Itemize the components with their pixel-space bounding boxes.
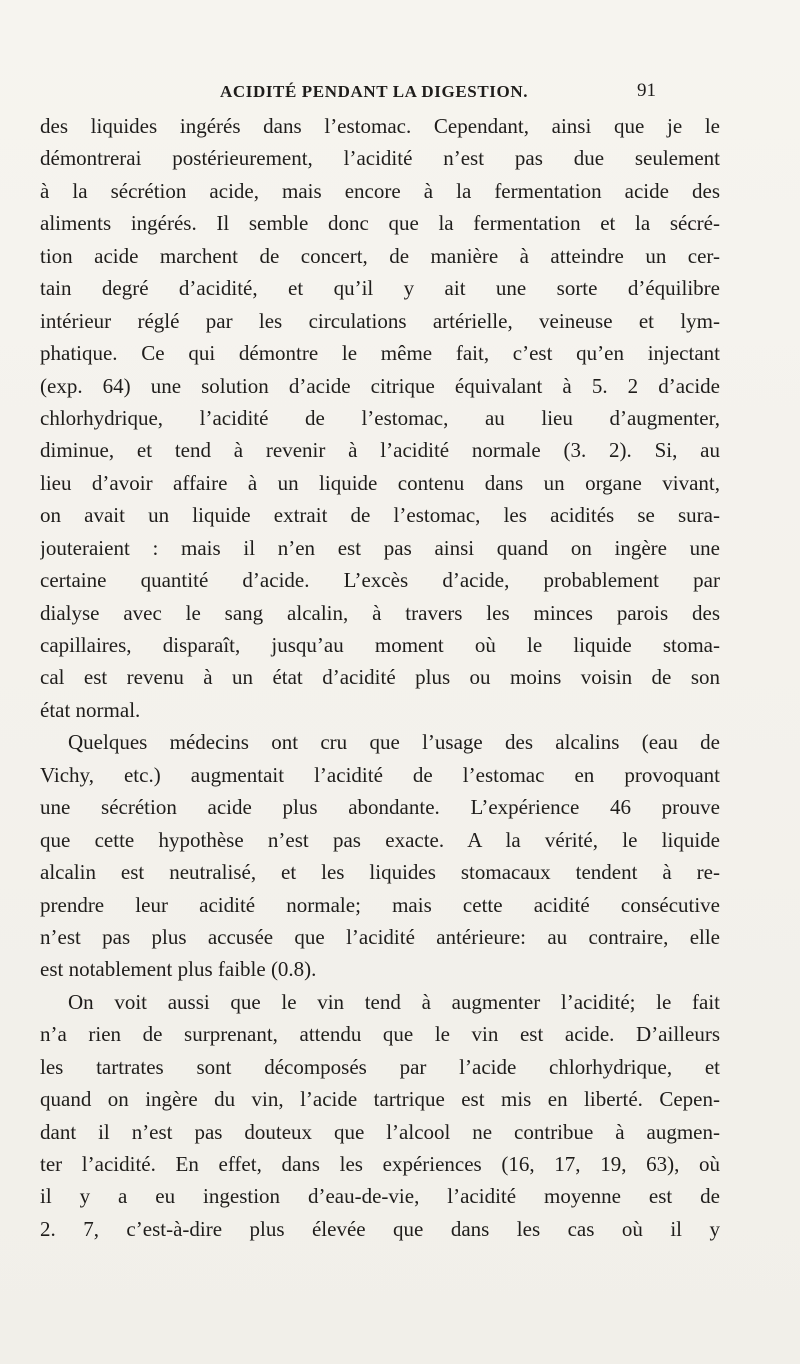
text-line: à la sécrétion acide, mais encore à la fermentation acide des bbox=[40, 178, 720, 203]
text-line: jouteraient : mais il n’en est pas ainsi quand on ingère une bbox=[40, 535, 720, 560]
text-line: chlorhydrique, l’acidité de l’estomac, au lieu d’augmenter, bbox=[40, 405, 720, 430]
text-line: aliments ingérés. Il semble donc que la fermentation et la sécré- bbox=[40, 211, 720, 236]
text-line: 2. 7, c’est-à-dire plus élevée que dans les cas où il y bbox=[40, 1216, 720, 1241]
text-line: lieu d’avoir affaire à un liquide contenu dans un organe vivant, bbox=[40, 470, 720, 495]
text-line: on avait un liquide extrait de l’estomac, les acidités se sura- bbox=[40, 503, 720, 528]
text-line: quand on ingère du vin, l’acide tartrique est mis en liberté. Cepen- bbox=[40, 1087, 720, 1112]
text-line: tion acide marchent de concert, de manière à atteindre un cer- bbox=[40, 243, 720, 268]
text-line: ter l’acidité. En effet, dans les expériences (16, 17, 19, 63), où bbox=[40, 1152, 720, 1176]
text-line: On voit aussi que le vin tend à augmenter l’acidité; le fait bbox=[68, 989, 720, 1014]
text-line: il y a eu ingestion d’eau-de-vie, l’acidité moyenne est de bbox=[40, 1184, 720, 1209]
text-line: les tartrates sont décomposés par l’acide chlorhydrique, et bbox=[40, 1054, 720, 1079]
text-line: prendre leur acidité normale; mais cette acidité consécutive bbox=[40, 892, 720, 917]
text-line: n’est pas plus accusée que l’acidité antérieure: au contraire, elle bbox=[40, 924, 720, 949]
text-line: cal est revenu à un état d’acidité plus ou moins voisin de son bbox=[40, 665, 720, 690]
text-line: dialyse avec le sang alcalin, à travers les minces parois des bbox=[40, 600, 720, 625]
text-line: dant il n’est pas douteux que l’alcool ne contribue à augmen- bbox=[40, 1119, 720, 1144]
text-line: des liquides ingérés dans l’estomac. Cependant, ainsi que je le bbox=[40, 114, 720, 138]
text-line: état normal. bbox=[40, 697, 141, 722]
text-line: diminue, et tend à revenir à l’acidité normale (3. 2). Si, au bbox=[40, 438, 720, 463]
text-line: (exp. 64) une solution d’acide citrique équivalant à 5. 2 d’acide bbox=[40, 373, 720, 398]
text-line: une sécrétion acide plus abondante. L’expérience 46 prouve bbox=[40, 795, 720, 820]
text-line: est notablement plus faible (0.8). bbox=[40, 957, 317, 982]
text-line: démontrerai postérieurement, l’acidité n’est pas due seulement bbox=[40, 146, 720, 171]
text-line: alcalin est neutralisé, et les liquides stomacaux tendent à re- bbox=[40, 860, 720, 885]
running-header bbox=[40, 68, 720, 108]
text-line: n’a rien de surprenant, attendu que le vin est acide. D’ailleurs bbox=[40, 1022, 720, 1047]
text-line: certaine quantité d’acide. L’excès d’acide, probablement par bbox=[40, 568, 720, 593]
text-line: tain degré d’acidité, et qu’il y ait une sorte d’équilibre bbox=[40, 276, 720, 301]
text-line: Quelques médecins ont cru que l’usage des alcalins (eau de bbox=[68, 730, 720, 755]
body-text bbox=[40, 110, 720, 1245]
page-number: 91 bbox=[637, 80, 656, 101]
text-line: Vichy, etc.) augmentait l’acidité de l’estomac en provoquant bbox=[40, 762, 720, 787]
text-line: phatique. Ce qui démontre le même fait, c’est qu’en injectant bbox=[40, 341, 720, 366]
text-line: intérieur réglé par les circulations artérielle, veineuse et lym- bbox=[40, 308, 720, 333]
text-line: capillaires, disparaît, jusqu’au moment où le liquide stoma- bbox=[40, 633, 720, 657]
running-title: ACIDITÉ PENDANT LA DIGESTION. bbox=[220, 82, 529, 101]
text-line: que cette hypothèse n’est pas exacte. A la vérité, le liquide bbox=[40, 827, 720, 852]
